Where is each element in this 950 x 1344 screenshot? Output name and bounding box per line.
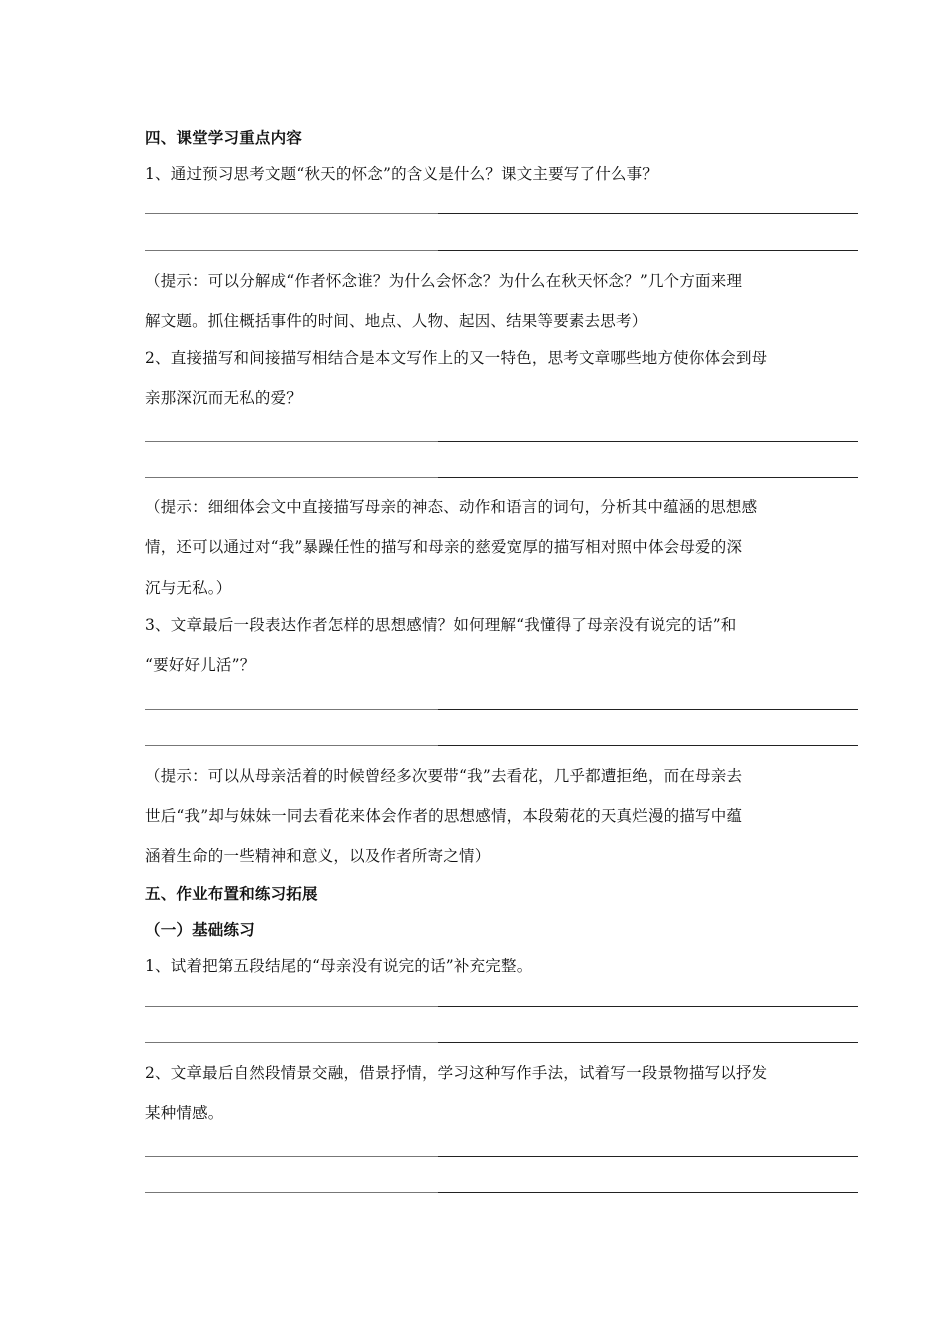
section5-heading: 五、作业布置和练习拓展 [145, 885, 318, 903]
question-3-line-1: 3、文章最后一段表达作者怎样的思想感情？如何理解“我懂得了母亲没有说完的话”和 [145, 616, 737, 634]
section4-heading: 四、课堂学习重点内容 [145, 129, 303, 147]
hint-1-line-2: 解文题。抓住概括事件的时间、地点、人物、起因、结果等要素去思考） [145, 312, 648, 330]
exercise-2-line-2: 某种情感。 [145, 1104, 224, 1122]
hint-2-line-3: 沉与无私。） [145, 579, 232, 597]
question-1: 1、通过预习思考文题“秋天的怀念”的含义是什么？课文主要写了什么事？ [145, 165, 659, 183]
answer-line[interactable] [145, 441, 781, 442]
hint-2-line-2: 情，还可以通过对“我”暴躁任性的描写和母亲的慈爱宽厚的描写相对照中体会母爱的深 [145, 538, 743, 556]
answer-line[interactable] [145, 745, 781, 746]
exercise-2-line-1: 2、文章最后自然段情景交融，借景抒情，学习这种写作手法，试着写一段景物描写以抒发 [145, 1064, 768, 1082]
hint-3-line-1: （提示：可以从母亲活着的时候曾经多次要带“我”去看花，几乎都遭拒绝，而在母亲去 [145, 767, 743, 785]
hint-3-line-2: 世后“我”却与妹妹一同去看花来体会作者的思想感情，本段菊花的天真烂漫的描写中蕴 [145, 807, 743, 825]
answer-line[interactable] [145, 1192, 781, 1193]
answer-line[interactable] [145, 1042, 781, 1043]
section5-subheading: （一）基础练习 [145, 921, 255, 939]
hint-2-line-1: （提示：细细体会文中直接描写母亲的神态、动作和语言的词句，分析其中蕴涵的思想感 [145, 498, 758, 516]
answer-line[interactable] [145, 250, 781, 251]
answer-line[interactable] [145, 709, 781, 710]
hint-3-line-3: 涵着生命的一些精神和意义，以及作者所寄之情） [145, 847, 491, 865]
answer-line[interactable] [145, 477, 781, 478]
answer-line[interactable] [145, 213, 781, 214]
exercise-1: 1、试着把第五段结尾的“母亲没有说完的话”补充完整。 [145, 957, 533, 975]
question-3-line-2: “要好好儿活”？ [145, 656, 256, 674]
question-2-line-1: 2、直接描写和间接描写相结合是本文写作上的又一特色，思考文章哪些地方使你体会到母 [145, 349, 768, 367]
answer-line[interactable] [145, 1006, 781, 1007]
hint-1-line-1: （提示：可以分解成“作者怀念谁？为什么会怀念？为什么在秋天怀念？”几个方面来理 [145, 272, 743, 290]
question-2-line-2: 亲那深沉而无私的爱？ [145, 389, 303, 407]
answer-line[interactable] [145, 1156, 781, 1157]
